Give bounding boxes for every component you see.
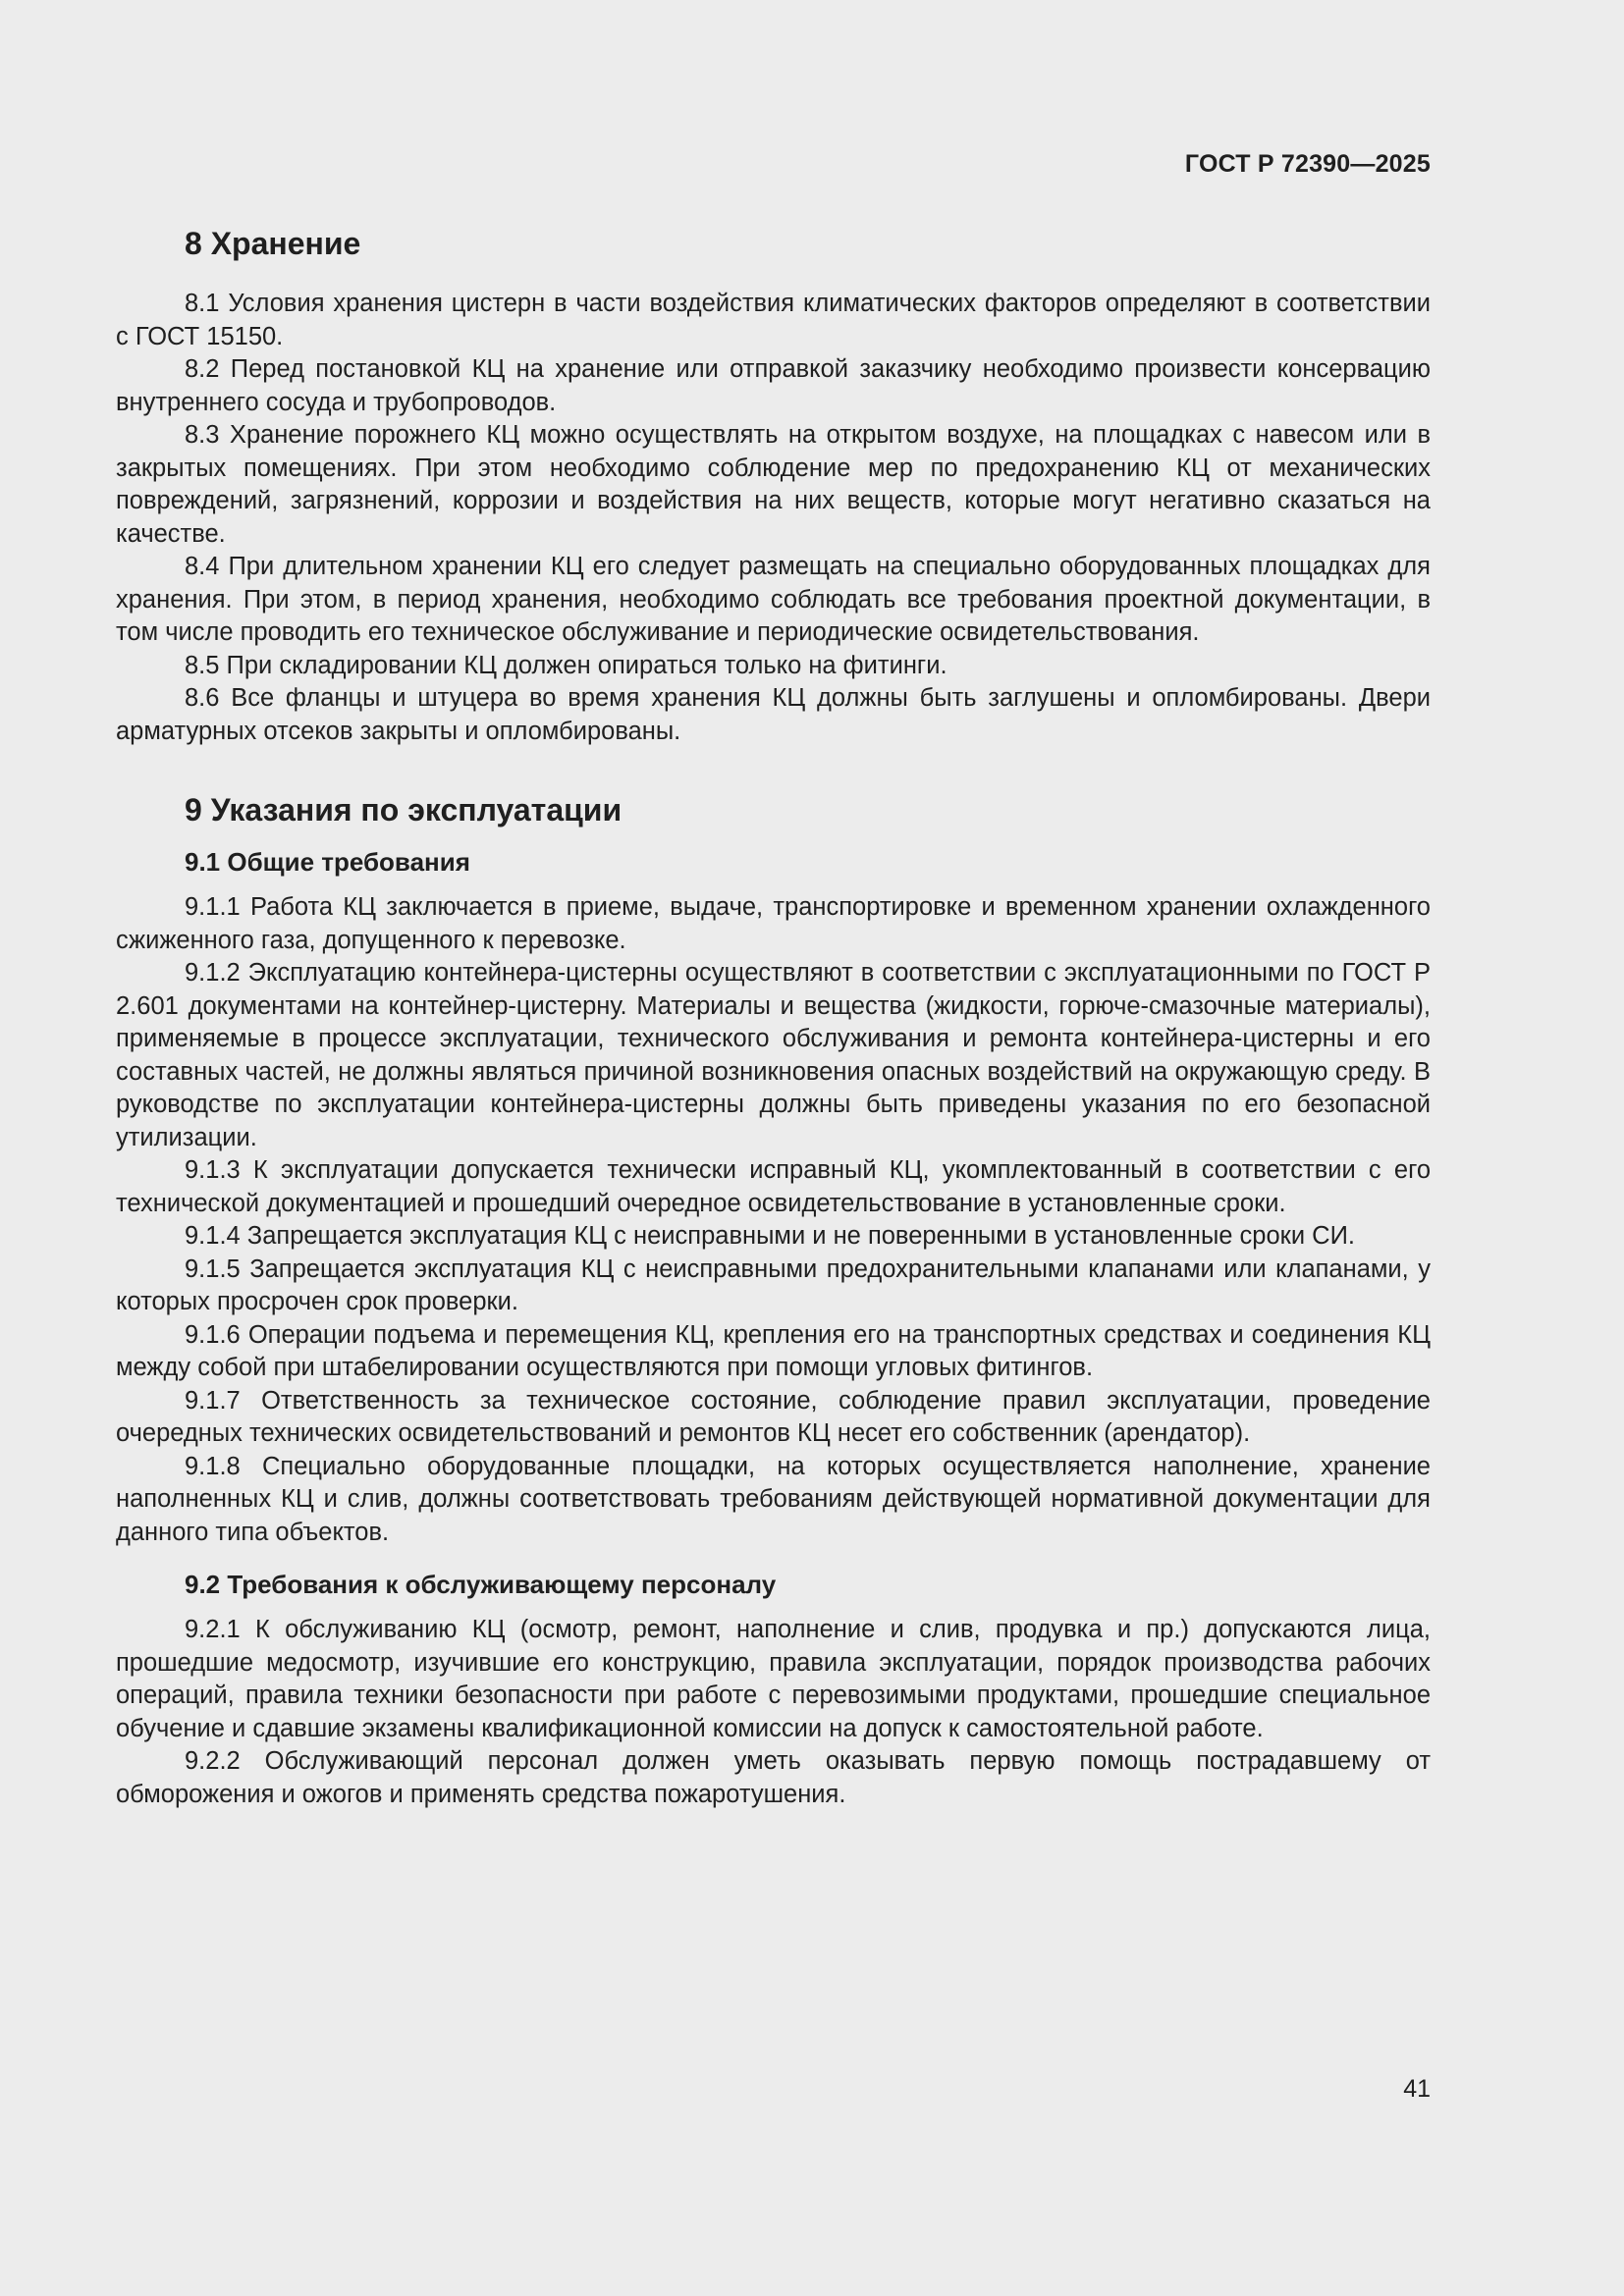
paragraph-9-1-8: 9.1.8 Специально оборудованные площадки, на которых осуществляется наполнение, хранение наполненных КЦ и слив, должны соответствовать требованиям действующей нормативной документации для данного типа объектов. <box>116 1452 1431 1546</box>
paragraph-8-2: 8.2 Перед постановкой КЦ на хранение или отправкой заказчику необходимо произвести консервацию внутреннего сосуда и трубопроводов. <box>116 355 1431 416</box>
document-id-header: ГОСТ Р 72390—2025 <box>1184 150 1431 178</box>
spacer <box>116 266 1431 288</box>
paragraph-9-2-1: 9.2.1 К обслуживанию КЦ (осмотр, ремонт, наполнение и слив, продувка и пр.) допускаются лица, прошедшие медосмотр, изучившие его конструкцию, правила эксплуатации, порядок производства рабочих операций, правила техники безопасности при работе с перевозимыми продуктами, прошедшие специальное обучение и сдавшие экзамены квалификационной комиссии на допуск к самостоятельной работе. <box>116 1616 1431 1742</box>
paragraph-9-1-3: 9.1.3 К эксплуатации допускается технически исправный КЦ, укомплектованный в соответствии с его технической документацией и прошедший очередное освидетельствование в установленные сроки. <box>116 1156 1431 1217</box>
paragraph-9-1-2: 9.1.2 Эксплуатацию контейнера-цистерны осуществляют в соответствии с эксплуатационными по ГОСТ Р 2.601 документами на контейнер-цистерну. Материалы и вещества (жидкости, горюче-смазочные материалы), применяемые в процессе эксплуатации, технического обслуживания и ремонта контейнера-цистерны и его составных частей, не должны являться причиной возникновения опасных воздействий на окружающую среду. В руководстве по эксплуатации контейнера-цистерны должны быть приведены указания по его безопасной утилизации. <box>116 959 1431 1151</box>
paragraph-9-1-4: 9.1.4 Запрещается эксплуатация КЦ с неисправными и не поверенными в установленные сроки СИ. <box>185 1222 1355 1250</box>
subsection-9-2-title: 9.2 Требования к обслуживающему персоналу <box>185 1570 777 1599</box>
spacer <box>116 880 1431 891</box>
paragraph-8-5: 8.5 При складировании КЦ должен опираться только на фитинги. <box>185 651 947 679</box>
subsection-9-1-title: 9.1 Общие требования <box>185 847 470 877</box>
paragraph-8-6: 8.6 Все фланцы и штуцера во время хранения КЦ должны быть заглушены и опломбированы. Двери арматурных отсеков закрыты и опломбированы. <box>116 684 1431 745</box>
spacer <box>116 748 1431 787</box>
section-8-title: 8 Хранение <box>185 226 361 261</box>
spacer <box>116 1549 1431 1567</box>
spacer <box>116 832 1431 844</box>
paragraph-9-1-1: 9.1.1 Работа КЦ заключается в приеме, выдаче, транспортировке и временном хранении охлажденного сжиженного газа, допущенного к перевозке. <box>116 893 1431 954</box>
spacer <box>116 1602 1431 1614</box>
paragraph-9-2-2: 9.2.2 Обслуживающий персонал должен уметь оказывать первую помощь пострадавшему от обморожения и ожогов и применять средства пожаротушения. <box>116 1747 1431 1808</box>
paragraph-9-1-7: 9.1.7 Ответственность за техническое состояние, соблюдение правил эксплуатации, проведение очередных технических освидетельствований и ремонтов КЦ несет его собственник (арендатор). <box>116 1386 1431 1447</box>
paragraph-8-3: 8.3 Хранение порожнего КЦ можно осуществлять на открытом воздухе, на площадках с навесом или в закрытых помещениях. При этом необходимо соблюдение мер по предохранению КЦ от механических повреждений, загрязнений, коррозии и воздействия на них веществ, которые могут негативно сказаться на качестве. <box>116 421 1431 548</box>
page-content <box>116 221 1431 1811</box>
page-number: 41 <box>1403 2075 1431 2103</box>
paragraph-9-1-6: 9.1.6 Операции подъема и перемещения КЦ, крепления его на транспортных средствах и соединения КЦ между собой при штабелировании осуществляются при помощи угловых фитингов. <box>116 1320 1431 1381</box>
paragraph-8-4: 8.4 При длительном хранении КЦ его следует размещать на специально оборудованных площадках для хранения. При этом, в период хранения, необходимо соблюдать все требования проектной документации, в том числе проводить его техническое обслуживание и периодические освидетельствования. <box>116 553 1431 646</box>
section-9-title: 9 Указания по эксплуатации <box>185 792 623 828</box>
paragraph-8-1: 8.1 Условия хранения цистерн в части воздействия климатических факторов определяют в соответствии с ГОСТ 15150. <box>116 290 1431 350</box>
paragraph-9-1-5: 9.1.5 Запрещается эксплуатация КЦ с неисправными предохранительными клапанами или клапанами, у которых просрочен срок проверки. <box>116 1255 1431 1315</box>
